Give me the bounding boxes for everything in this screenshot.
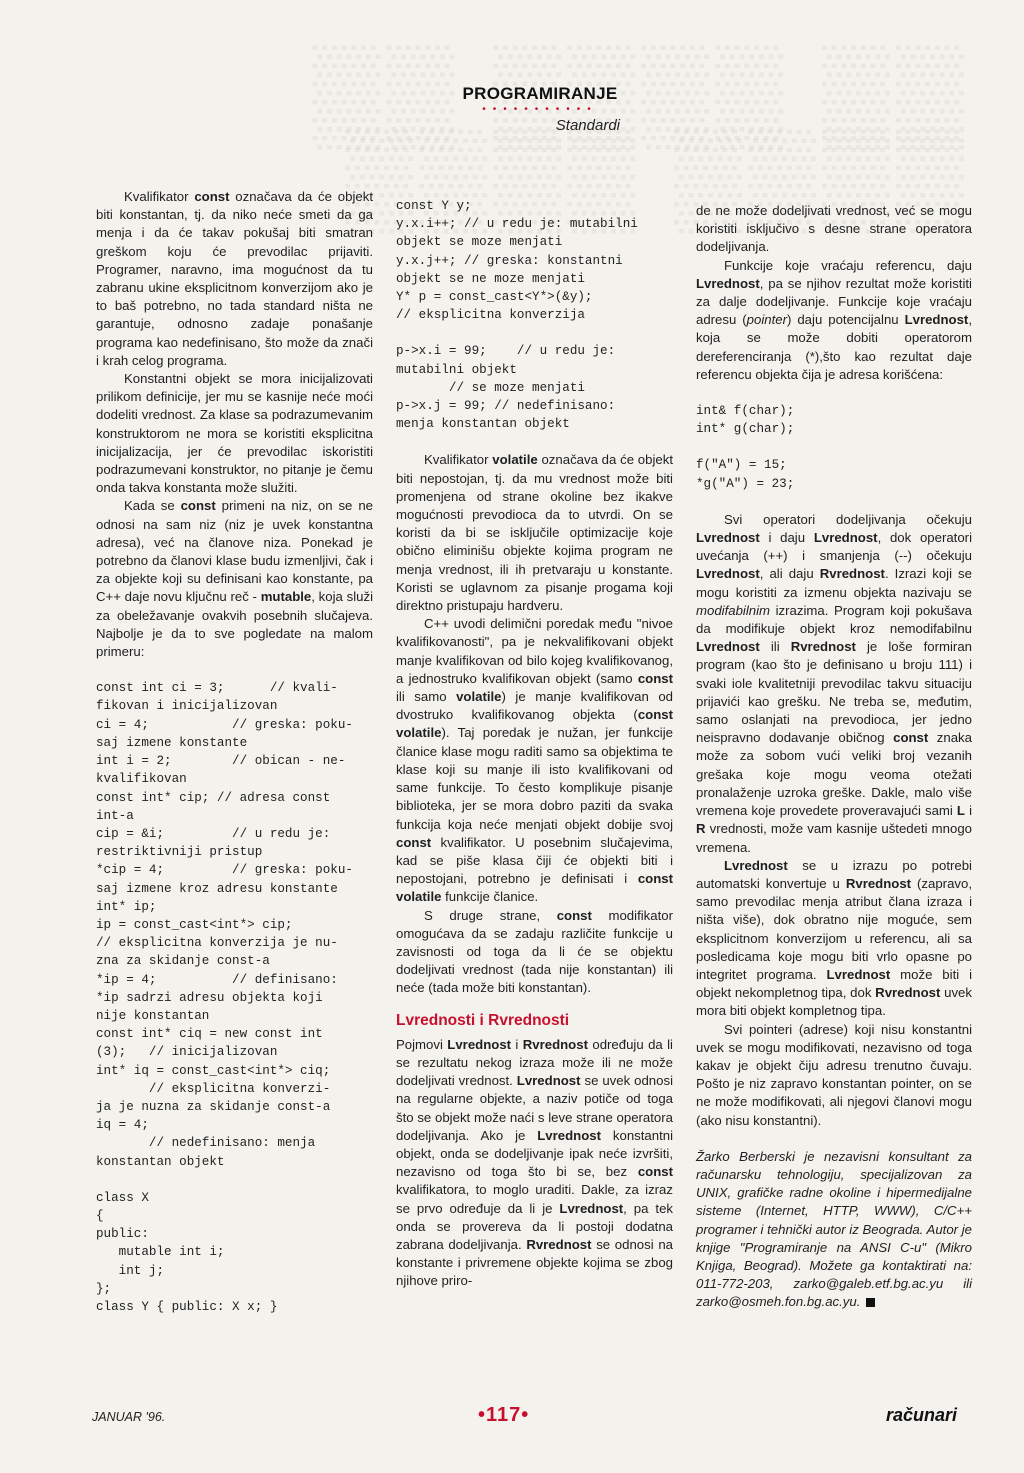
issue-date: JANUAR '96. [92, 1410, 166, 1424]
keyword-term: const [180, 498, 216, 514]
paragraph: Kvalifikator volatile označava da će objekt biti nepostojan, tj. da mu vrednost može biti promenjena od strane okoline bez ikakve mogućnosti prevodioca da to utvrdi. On se koristi da bi se isključile optimizacije koje obično eliminišu objekte kojima program ne menja vrednost, ili ih pretvaraju u konstante. Koristi se uglavnom za pisanje progama koji direktno pristupaju hardveru. [396, 452, 673, 614]
paragraph: Lvrednost se u izrazu po potrebi automatski konvertuje u Rvrednost (zapravo, samo prevodilac menja atribut člana izraza i ništa više), dok obratno nije moguće, sem eksplicitnom konverzijom u referencu, ali sa posledicama koje mogu biti vrlo opasne po integritet programa. Lvrednost može biti i objekt nekompletnog tipa, dok Rvrednost uvek mora biti objekt kompletnog tipa. [696, 857, 972, 1019]
author-bio [696, 1148, 972, 1312]
keyword-term: const [396, 834, 432, 850]
keyword-term: Lvrednost [696, 639, 760, 655]
keyword-term: R [696, 821, 706, 837]
keyword-term: volatile [492, 452, 538, 468]
code-block: const int ci = 3; // kvali- fikovan i inicijalizovan ci = 4; // greska: poku- saj izmene konstante int i = 2; // obican - ne- kvalifikovan const int* cip; // adresa const int-a cip = &i; // u redu je: restriktivniji pristup *cip = 4; // greska: poku- saj izmene kroz adresu konstante int* ip; ip = const_cast<int*> cip; // eksplicitna konverzija je nu- zna za skidanje const-a *ip = 4; // definisano: *ip sadrzi adresu objekta koji nije konstantan const int* ciq = new const int (3); // inicijalizovan int* iq = const_cast<int*> ciq; // eksplicitna konverzi- ja je nuzna za skidanje const-a iq = 4; // nedefinisano: menja konstantan objekt [96, 681, 353, 1169]
keyword-term: Rvrednost [790, 639, 856, 655]
keyword-term: Lvrednost [813, 530, 878, 546]
code-block: f("A") = 15; *g("A") = 23; [696, 458, 795, 491]
emphasis-term: modifabilnim [696, 602, 771, 618]
page-header [440, 84, 640, 134]
keyword-term: const [637, 670, 673, 686]
paragraph: S druge strane, const modifikator omogućava da se zadaju različite funkcije u zavisnosti od toga da li će se objektu dodeljivati vrednost (tada nije konstantan) ili neće (tada može biti konstantan). [396, 907, 673, 996]
keyword-term: Lvrednost [904, 312, 969, 328]
paragraph: Kvalifikator const označava da će objekt biti konstantan, tj. da niko neće smeti da ga menja i da će takav pokušaj biti smatran greškom koju će prevodilac prijaviti. Programer, naravno, ima mogućnost da tu zabranu ukine eksplicitnom konverzijom ako je to baš potrebno, no tada standard ništa ne garantuje, odnosno zadaje ponašanje programa kao nedefinisano, što može da znači i krah celog programa. [96, 189, 373, 368]
keyword-term: volatile [456, 689, 502, 705]
paragraph: Funkcije koje vraćaju referencu, daju Lvrednost, pa se njihov rezultat može koristiti za dalje dodeljivanje. Funkcije koje vraćaju adresu (pointer) daju potencijalnu Lvrednost, koja se može dobiti operatorom dereferenciranja (*),što kao rezultat daje referencu objekta čija je adresa korišćena: [696, 257, 972, 382]
keyword-term: Lvrednost [559, 1200, 624, 1216]
magazine-logo: računari [886, 1405, 958, 1425]
keyword-term: const [637, 1164, 673, 1180]
keyword-term: const [893, 730, 929, 746]
author-bio-text: Žarko Berberski je nezavisni konsultant za računarsku tehnologiju, specijalizovan za UNIX, grafičke radne okoline i hipermedijalne sisteme (Internet, HTTP, WWW), C/C++ programer i tehnički autor iz Beograda. Autor je knjige "Programiranje na ANSI C-u" (Mikro Knjiga, Beograd). Možete ga kontaktirati na: 011-772-203, zarko@galeb.etf.bg.ac.yu ili zarko@osmeh.fon.bg.ac.yu. [696, 1148, 972, 1310]
section-title: PROGRAMIRANJE [462, 84, 618, 103]
paragraph: Svi operatori dodeljivanja očekuju Lvrednost i daju Lvrednost, dok operatori uvećanja (++) i smanjenja (--) očekuju Lvrednost, ali daju Rvrednost. Izrazi koji se mogu koristiti za izmenu objekta nazivaju se modifabilnim izrazima. Program koji pokušava da modifikuje objekt kroz nemodifabilnu Lvrednost ili Rvrednost je loše formiran program (kao što je definisano u broju 111) i svaki iole kvalitetniji prevodilac takvu situaciju prijavići kao grešku. Ne treba se, međutim, samo oslanjati na prevodioca, jer jedno neispravno dodavanje običnog const znaka može za sobom vući veliki broj vezanih grešaka koje mogu veoma otežati pronalaženje uzroka greške. Dakle, malo više vremena koje provedete proveravajući sami L i R vrednosti, može vam kasnije uštedeti mnogo vremena. [696, 511, 973, 855]
keyword-term: Lvrednost [696, 275, 760, 291]
keyword-term: Lvrednost [724, 857, 788, 873]
keyword-term: const [194, 189, 230, 204]
keyword-term: Rvrednost [875, 985, 941, 1001]
column-3 [696, 202, 972, 1312]
end-mark-icon [866, 1298, 875, 1307]
code-block: p->x.i = 99; // u redu je: mutabilni objekt // se moze menjati p->x.j = 99; // nedefinisano: menja konstantan objekt [396, 344, 616, 432]
header-dots: ••••••••••• [482, 104, 598, 115]
code-block: int& f(char); int* g(char); [696, 404, 795, 437]
subsection-title: Standardi [555, 117, 620, 134]
page-number: •117• [478, 1404, 530, 1426]
keyword-term: Lvrednost [537, 1127, 601, 1143]
code-block: class X { public: mutable int i; int j; }; class Y { public: X x; } [96, 1190, 278, 1314]
paragraph: C++ uvodi delimični poredak među "nivoe kvalifikovanosti", pa je nekvalifikovani objekt manje kvalifikovan od bilo kojeg kvalifikovanog, a jednostruko kvalifikovan objekt (samo const ili samo volatile) je manje kvalifikovan od dvostruko kvalifikovanog objekta (const volatile). Taj poredak je nužan, jer funkcije članice klase mogu raditi samo sa objektima te klase koji su manje ili isto kvalifikovani od same funkcije. To često komplikuje pisanje biblioteka, jer se mora dobro paziti da svaka funkcija koja neće menjati objekt dobije svoj const kvalifikator. U posebnim slučajevima, kad se piše klasa čiji će objekti biti i nepostojani, potrebno je definisati i const volatile funkcije članice. [396, 616, 673, 905]
paragraph: Konstantni objekt se mora inicijalizovati prilikom definicije, jer mu se kasnije neće moći dodeliti vrednost. Za klase sa podrazumevanim konstruktorom ne mora se koristiti eksplicitna inicijalizacija, jer će prevodilac iskoristiti podrazumevani konstruktor, no pitanje je čemu onda takva konstanta može služiti. [96, 371, 373, 496]
column-1 [96, 188, 373, 1316]
keyword-term: Rvrednost [526, 1236, 592, 1252]
paragraph: Svi pointeri (adrese) koji nisu konstantni uvek se mogu modifikovati, nezavisno od toga kakav je objekt čiju adresu trenutno čuvaju. Pošto je niz zapravo konstantan pointer, on se ne može modifikovati, ali njegovi članovi mogu (ako nisu konstantni). [696, 1021, 972, 1128]
keyword-term: Rvrednost [819, 566, 885, 582]
keyword-term: mutable [260, 589, 312, 605]
keyword-term: Rvrednost [845, 875, 912, 891]
keyword-term: Lvrednost [696, 566, 760, 582]
keyword-term: Lvrednost [516, 1073, 581, 1089]
paragraph: Kada se const primeni na niz, on se ne odnosi na sam niz (niz je uvek konstantna adresa), već na članove niza. Ponekad je potrebno da članovi klase budu izmenljivi, čak i za objekte koji su definisani kao konstante, pa C++ daje novu ključnu reč - mutable, koja služi za obeležavanje ovakvih posebnih slučajeva. Najbolje je da to sve pogledate na malom primeru: [96, 498, 373, 660]
keyword-term: const volatile [396, 707, 673, 741]
emphasis-term: pointer [746, 312, 787, 328]
keyword-term: Lvrednost [826, 966, 891, 982]
section-heading: Lvrednosti i Rvrednosti [396, 1011, 570, 1029]
keyword-term: Rvrednost [522, 1036, 588, 1052]
keyword-term: Lvrednost [447, 1036, 512, 1052]
keyword-term: Lvrednost [696, 530, 760, 546]
keyword-term: const [556, 907, 592, 923]
paragraph: Pojmovi Lvrednost i Rvrednost određuju da li se rezultatu nekog izraza može ili ne može dodeljivati vrednost. Lvrednost se uvek odnosi na regularne objekte, a naziv potiče od toga što se objekt može naći s leve strane operatora dodeljivanja. Ako je Lvrednost konstantni objekt, onda se dodeljivanje ipak neće izvršiti, nezavisno od toga što bi se, bez const kvalifikatora, to moglo uraditi. Dakle, za izraz se prvo određuje da li je Lvrednost, pa tek onda se provereva da li postoji dodatna zabrana dodeljivanja. Rvrednost se odnosi na konstante i privremene objekte kojima se zbog njihove priro- [396, 1036, 674, 1289]
keyword-term: L [956, 803, 965, 819]
paragraph: de ne može dodeljivati vrednost, već se mogu koristiti isključivo s desne strane operatora dodeljivanja. [696, 203, 972, 255]
keyword-term: const volatile [396, 871, 673, 905]
code-block: const Y y; y.x.i++; // u redu je: mutabilni objekt se moze menjati y.x.j++; // greska: konstantni objekt se ne moze menjati Y* p = const_cast<Y*>(&y); // eksplicitna konverzija [396, 199, 638, 323]
column-2 [396, 197, 673, 1291]
